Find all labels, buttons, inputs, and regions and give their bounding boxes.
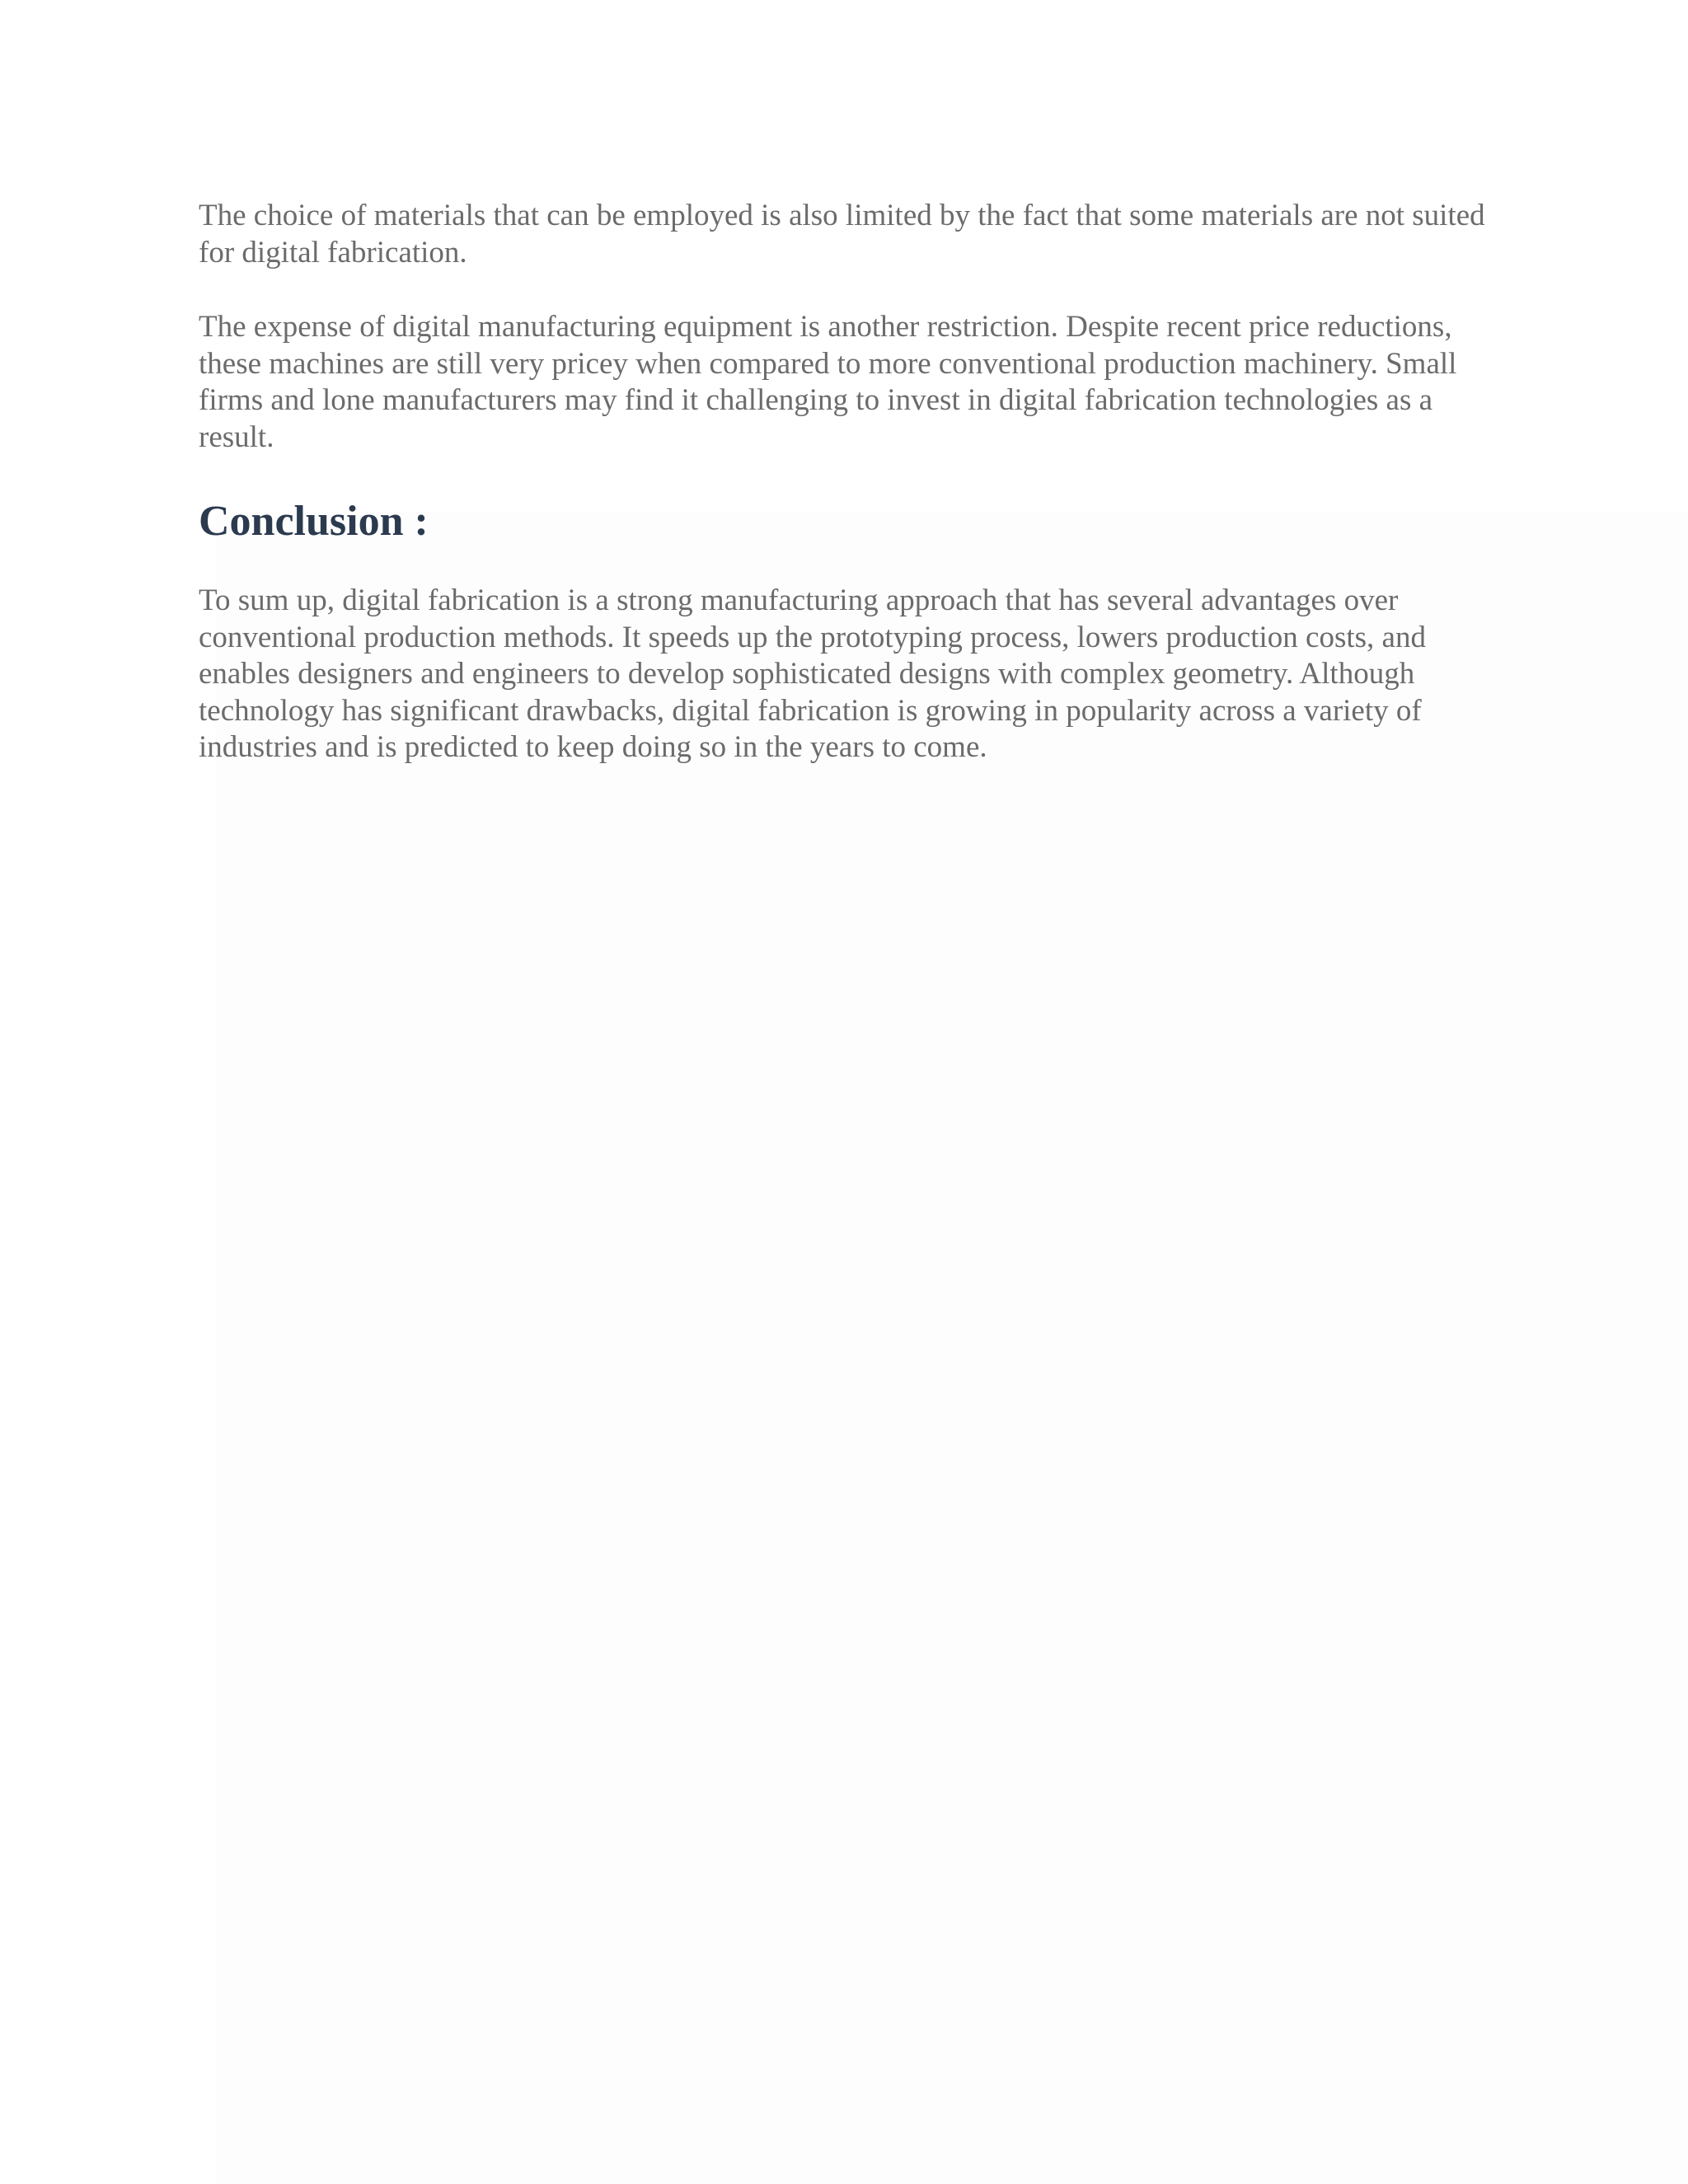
document-body [199,198,1501,766]
paragraph-materials-limitation: The choice of materials that can be employed is also limited by the fact that some materials are not suited for digital fabrication. [199,199,1485,269]
conclusion-heading: Conclusion : [199,498,429,545]
paragraph-equipment-cost: The expense of digital manufacturing equipment is another restriction. Despite recent price reductions, these machines are still very pricey when compared to more conventional production machinery. Small firms and lone manufacturers may find it challenging to invest in digital fabrication technologies as a result. [199,310,1457,454]
conclusion-paragraph: To sum up, digital fabrication is a strong manufacturing approach that has several advantages over conventional production methods. It speeds up the prototyping process, lowers production costs, and enables designers and engineers to develop sophisticated designs with complex geometry. Although technology has significant drawbacks, digital fabrication is growing in popularity across a variety of industries and is predicted to keep doing so in the years to come. [199,583,1426,764]
